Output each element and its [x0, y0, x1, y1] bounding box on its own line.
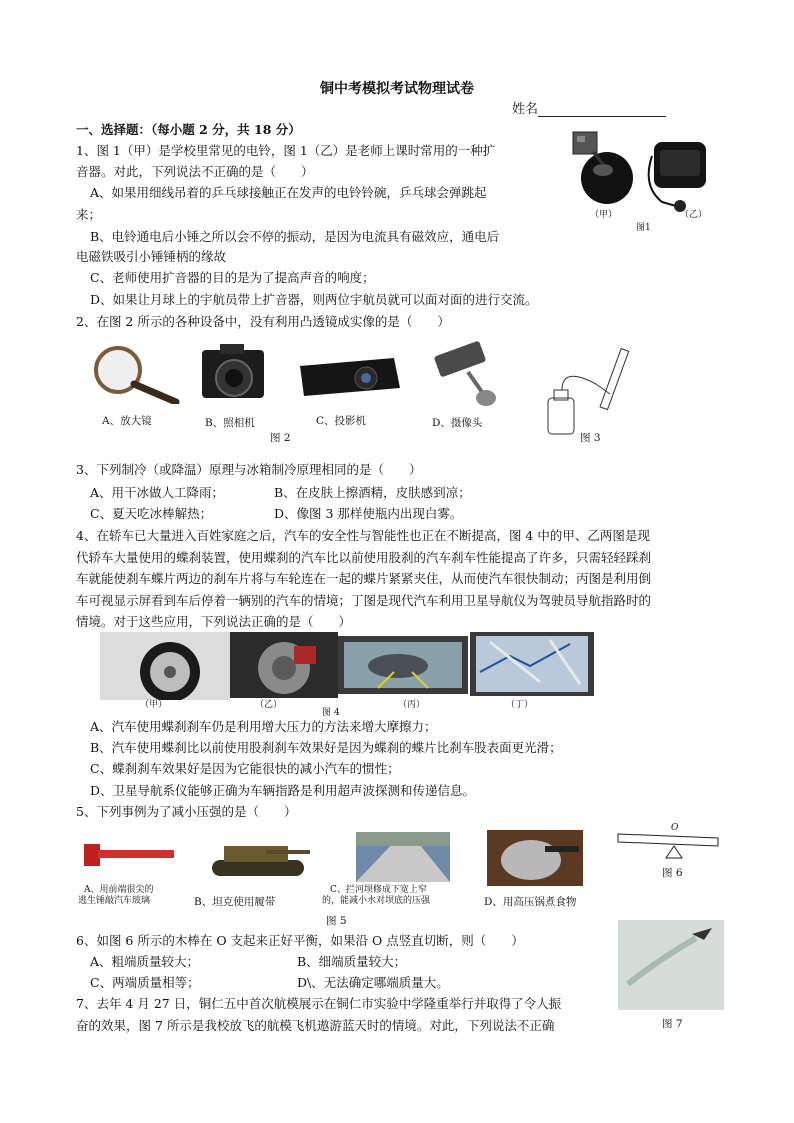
q5-option-b: B、坦克使用履带 [194, 896, 276, 908]
q4-stem-line3: 车就能使刹车蝶片两边的刹车片将与车轮连在一起的蝶片紧紧夹住，从而使汽车很快制动；丙图是利用倒 [76, 571, 652, 586]
name-field[interactable] [512, 98, 666, 117]
figure-6-o-label: O [671, 823, 679, 833]
page-title: 铜中考模拟考试物理试卷 [320, 81, 474, 97]
figure-4-ding-caption: （丁） [506, 700, 534, 710]
section-heading-text: 一、选择题：（每小题 2 分，共 18 分） [76, 122, 301, 137]
q1-option-b-line2: 电磁铁吸引小锤锤柄的缘故 [76, 249, 227, 264]
q4-option-c: C、蝶刹刹车效果好是因为它能很快的减小汽车的惯性； [90, 761, 400, 776]
q7-stem-line1: 7、去年 4 月 27 日，铜仁五中首次航模展示在铜仁市实验中学隆重举行并取得了令人振 [76, 996, 562, 1011]
figure-3-caption: 图 3 [580, 432, 601, 444]
q3-stem: 3、下列制冷（或降温）原理与冰箱制冷原理相同的是（ ） [76, 462, 422, 477]
figure-4-reverse-camera-image [338, 636, 468, 694]
q1-option-a-line1: A、如果用细线吊着的乒乓球接触正在发声的电铃铃碗，乒乓球会弹跳起 [90, 185, 487, 200]
figure-1-jia-caption: （甲） [590, 210, 618, 220]
q2-option-b: B、照相机 [205, 417, 255, 429]
q1-option-d: D、如果让月球上的宇航员带上扩音器，则两位宇航员就可以面对面的进行交流。 [90, 292, 538, 307]
q6-option-a: A、粗端质量较大； [90, 954, 200, 969]
q2-option-a: A、放大镜 [102, 415, 152, 427]
section-heading [76, 120, 301, 140]
camera-image [198, 338, 268, 406]
figure-1-caption: 图1 [636, 223, 651, 233]
figure-4-wheel-image [100, 632, 230, 700]
q4-stem-line2: 代轿车大量使用的蝶刹装置，使用蝶刹的汽车比以前使用股刹的汽车刹车性能提高了许多，只需轻轻踩刹 [76, 550, 652, 565]
projector-image [296, 348, 404, 402]
q3-option-c: C、夏天吃冰棒解热； [90, 506, 213, 521]
figure-6-caption: 图 6 [662, 867, 683, 879]
q7-stem-line2: 奋的效果，图 7 所示是我校放飞的航模飞机遨游蓝天时的情境。对此，下列说法不正确 [76, 1018, 555, 1033]
pressure-cooker-image [487, 830, 583, 886]
q6-option-c: C、两端质量相等； [90, 975, 200, 990]
q3-option-a: A、用干冰做人工降雨； [90, 485, 225, 500]
q1-stem-line2: 音器。对此，下列说法不正确的是（ ） [76, 164, 314, 179]
figure-7-caption: 图 7 [662, 1018, 683, 1030]
tank-image [204, 832, 312, 882]
q3-option-b: B、在皮肤上擦酒精，皮肤感到凉； [274, 485, 471, 500]
q4-stem-line4: 车可视显示屏看到车后停着一辆别的汽车的情境；丁图是现代汽车利用卫星导航仪为驾驶员导航指路时的 [76, 593, 652, 608]
figure-5-caption: 图 5 [326, 915, 347, 927]
q1-stem-line1: 1、图 1（甲）是学校里常见的电铃，图 1（乙）是老师上课时常用的一种扩 [76, 143, 496, 158]
q2-option-c: C、投影机 [316, 415, 367, 427]
q1-option-a-line2: 来； [76, 207, 102, 222]
dam-image [356, 832, 450, 882]
q3-option-d: D、像图 3 那样使瓶内出现白雾。 [274, 506, 463, 521]
q5-option-c-line2: 的，能减小水对坝底的压强 [322, 896, 431, 906]
figure-3-flask-image [540, 340, 640, 440]
figure-4-yi-caption: （乙） [255, 700, 283, 710]
q1-option-b-line1: B、电铃通电后小锤之所以会不停的振动，是因为电流具有磁效应，通电后 [90, 229, 500, 244]
escape-hammer-image [78, 840, 178, 870]
q4-option-a: A、汽车使用蝶刹刹车仍是利用增大压力的方法来增大摩擦力； [90, 719, 437, 734]
q5-option-a-line1: A、用前端很尖的 [84, 885, 154, 895]
figure-1-yi-caption: （乙） [680, 210, 708, 220]
q4-stem-line1: 4、在轿车已大量进入百姓家庭之后，汽车的安全性与智能性也正在不断提高，图 4 中的甲、乙两图是现 [76, 528, 650, 543]
q1-option-c: C、老师使用扩音器的目的是为了提高声音的响度； [90, 270, 375, 285]
figure-2-caption: 图 2 [270, 432, 291, 444]
figure-4-navigator-image [470, 632, 594, 696]
figure-4-disc-brake-image [230, 632, 338, 698]
figure-1-bell-image [557, 126, 645, 208]
q5-stem: 5、下列事例为了减小压强的是（ ） [76, 804, 297, 819]
q4-option-d: D、卫星导航系仪能够正确为车辆指路是利用超声波探测和传递信息。 [90, 783, 476, 798]
magnifier-image [88, 342, 183, 404]
q2-option-d: D、摄像头 [432, 417, 483, 429]
q6-option-b: B、细端质量较大； [297, 954, 407, 969]
figure-1-amplifier-image [646, 126, 716, 216]
name-label: 姓名 [512, 102, 539, 117]
q5-option-d: D、用高压锅煮食物 [484, 896, 577, 908]
q6-stem: 6、如图 6 所示的木棒在 O 支起来正好平衡，如果沿 O 点竖直切断，则（ ） [76, 933, 524, 948]
q4-option-b: B、汽车使用蝶刹比以前使用股刹刹车效果好是因为蝶刹的蝶片比刹车股表面更光滑； [90, 740, 562, 755]
figure-4-jia-caption: （甲） [140, 700, 168, 710]
name-underline [538, 102, 666, 117]
figure-4-bing-caption: （丙） [398, 700, 426, 710]
figure-6-lever-diagram [616, 822, 720, 864]
q6-option-d: D\、无法确定哪端质量大。 [297, 975, 449, 990]
figure-4-caption: 图 4 [322, 708, 340, 718]
security-camera-image [428, 338, 500, 412]
q4-stem-line5: 情境。对于这些应用，下列说法正确的是（ ） [76, 614, 352, 629]
q5-option-c-line1: C、拦河坝修成下宽上窄 [330, 885, 427, 895]
q5-option-a-line2: 逃生锤敲汽车玻璃 [78, 896, 151, 906]
q2-stem: 2、在图 2 所示的各种设备中，没有利用凸透镜成实像的是（ ） [76, 314, 450, 329]
figure-7-model-plane-image [618, 920, 724, 1010]
